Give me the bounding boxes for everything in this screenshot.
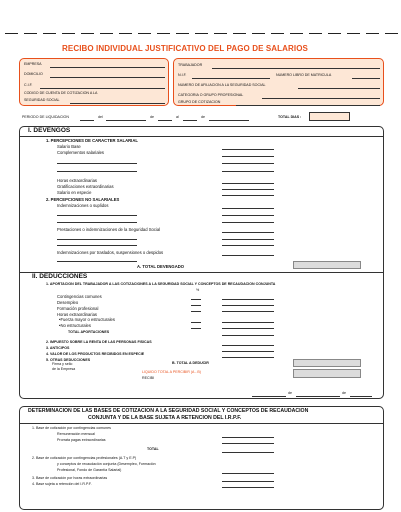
- indem-traslados-line[interactable]: [57, 261, 137, 262]
- base-1-label: 1. Base de cotización por contingencias comunes: [32, 426, 111, 430]
- ded-especie[interactable]: [222, 357, 274, 358]
- bases-heading-2: CONJUNTA Y DE LA BASE SUJETA A RETENCION DEL I.R.P.F.: [88, 415, 242, 421]
- amount-salario-especie[interactable]: [222, 195, 274, 196]
- ded-contingencias[interactable]: [222, 299, 274, 300]
- cif-field[interactable]: [40, 88, 165, 89]
- ded-anticipos[interactable]: [222, 351, 274, 352]
- fuerza-mayor-label: •Fuerza mayor o estructurales: [59, 317, 115, 322]
- cif-label: C.I.F.: [24, 83, 33, 87]
- amount-gratificaciones[interactable]: [222, 189, 274, 190]
- no-estructurales-label: •No estructurales: [59, 323, 91, 328]
- base-4-label: 4. Base sujeta a retención del I.R.P.F.: [32, 482, 92, 486]
- bases-total-label: TOTAL: [147, 447, 159, 451]
- empresa-label: EMPRESA: [24, 62, 42, 66]
- amount-indem-traslados[interactable]: [222, 255, 274, 256]
- grupo-cotizacion-label: GRUPO DE COTIZACION: [178, 100, 221, 104]
- total-deducir-label: B. TOTAL A DEDUCIR: [172, 361, 209, 365]
- contingencias-label: Contingencias comunes: [57, 294, 102, 299]
- firma-label-2: de la Empresa: [52, 367, 76, 371]
- periodo-de-1: de: [150, 115, 154, 119]
- pct-symbol: %: [196, 288, 200, 292]
- periodo-field-3[interactable]: [158, 120, 172, 121]
- categoria-field[interactable]: [262, 98, 380, 99]
- fecha-mes[interactable]: [296, 396, 340, 397]
- salario-base-label: Salario Base: [57, 144, 81, 149]
- complementos-line-2[interactable]: [57, 171, 137, 172]
- amount-complementos-3[interactable]: [222, 171, 274, 172]
- periodo-field-5[interactable]: [209, 120, 249, 121]
- deducciones-p3: 3. ANTICIPOS: [46, 346, 70, 350]
- prestaciones-label: Prestaciones o indemnizaciones de la Seguridad Social: [57, 227, 161, 232]
- ded-formacion[interactable]: [222, 311, 274, 312]
- amount-indemnizaciones-3[interactable]: [222, 222, 274, 223]
- prestaciones-line-1[interactable]: [57, 239, 137, 240]
- horas-extra-ded-label: Horas extraordinarias: [57, 312, 98, 317]
- amount-complementos-1[interactable]: [222, 156, 274, 157]
- base-3-label: 3. Base de cotización por horas extraordinarias: [32, 476, 108, 480]
- total-dias-box[interactable]: [309, 112, 350, 121]
- liquido-label: LIQUIDO TOTAL A PERCIBIR (A - B): [142, 370, 201, 374]
- amount-horas-extra[interactable]: [222, 183, 274, 184]
- codigo-cuenta-label-1: CODIGO DE CUENTA DE COTIZACION A LA: [24, 91, 98, 95]
- devengos-heading: I. DEVENGOS: [28, 127, 71, 134]
- bases-total-field[interactable]: [222, 452, 274, 453]
- pct-fuerza-mayor[interactable]: [191, 322, 201, 323]
- ded-irpf[interactable]: [222, 345, 274, 346]
- devengos-p1: 1. PERCEPCIONES DE CARACTER SALARIAL: [46, 138, 138, 143]
- empresa-field[interactable]: [50, 67, 165, 68]
- nif-field[interactable]: [192, 78, 270, 79]
- base-2b-label: y conceptos de recaudación conjunta (Desempleo, Formación: [57, 462, 156, 466]
- grupo-cotizacion-field[interactable]: [236, 105, 380, 106]
- fecha-de-2: de: [342, 391, 346, 395]
- base-4-field[interactable]: [222, 487, 274, 488]
- ded-desempleo[interactable]: [222, 305, 274, 306]
- salario-especie-label: Salario en especie: [57, 190, 92, 195]
- periodo-de-2: de: [201, 115, 205, 119]
- deducciones-p2: 2. IMPUESTO SOBRE LA RENTA DE LAS PERSONAS FISICAS: [46, 340, 152, 344]
- ded-no-estructurales[interactable]: [222, 328, 274, 329]
- base-2c-label: Profesional, Fondo de Garantía Salarial): [57, 468, 122, 472]
- ded-total-aportaciones[interactable]: [222, 335, 274, 336]
- trabajador-label: TRABAJADOR: [178, 63, 203, 67]
- domicilio-field[interactable]: [50, 77, 165, 78]
- indemnizaciones-line-2[interactable]: [57, 222, 137, 223]
- periodo-al: al: [176, 115, 179, 119]
- total-dias-label: TOTAL DIAS :: [278, 115, 302, 119]
- base-3-field[interactable]: [222, 481, 274, 482]
- periodo-field-4[interactable]: [183, 120, 197, 121]
- recibi-label: RECIBI: [142, 376, 154, 380]
- base-2-field[interactable]: [222, 473, 274, 474]
- bases-heading-1: DETERMINACION DE LAS BASES DE COTIZACION A LA SEGURIDAD SOCIAL Y CONCEPTOS DE RECAUDACION: [28, 408, 309, 414]
- numero-libro-field[interactable]: [352, 78, 380, 79]
- numero-libro-label: NUMERO LIBRO DE MATRICULA: [276, 73, 332, 77]
- formacion-label: Formación profesional: [57, 306, 99, 311]
- bases-underline: [19, 423, 384, 424]
- deducciones-heading: II. DEDUCCIONES: [32, 273, 88, 280]
- amount-prestaciones-3[interactable]: [222, 245, 274, 246]
- categoria-label: CATEGORIA O GRUPO PROFESIONAL: [178, 93, 244, 97]
- amount-salario-base[interactable]: [222, 149, 274, 150]
- complementos-line-1[interactable]: [57, 163, 137, 164]
- pct-no-estructurales[interactable]: [191, 328, 201, 329]
- horas-extra-label: Horas extraordinarias: [57, 178, 98, 183]
- amount-complementos-2[interactable]: [222, 163, 274, 164]
- desempleo-label: Desempleo: [57, 300, 79, 305]
- prorrata-field[interactable]: [222, 443, 274, 444]
- amount-indemnizaciones-2[interactable]: [222, 215, 274, 216]
- devengos-p2: 2. PERCEPCIONES NO SALARIALES: [46, 197, 120, 202]
- base-2a-label: 2. Base de cotización por contingencias profesionales (A.T y E.P): [32, 456, 137, 460]
- amount-indemnizaciones-1[interactable]: [222, 208, 274, 209]
- codigo-cuenta-label-2: SEGURIDAD SOCIAL: [24, 98, 60, 102]
- total-deducir-box[interactable]: [293, 359, 361, 367]
- ded-fuerza-mayor[interactable]: [222, 322, 274, 323]
- periodo-del: del: [98, 115, 103, 119]
- indemnizaciones-line-1[interactable]: [57, 215, 137, 216]
- total-devengado-box[interactable]: [293, 261, 361, 269]
- pct-contingencias[interactable]: [191, 299, 201, 300]
- total-aportaciones-label: TOTAL APORTACIONES: [68, 330, 110, 334]
- deducciones-p1: 1. APORTACION DEL TRABAJADOR A LAS COTIZACIONES A LA SEGURIDAD SOCIAL Y CONCEPTOS DE RECAUDACION CONJUNTA: [46, 282, 276, 286]
- amount-prestaciones-2[interactable]: [222, 239, 274, 240]
- codigo-cuenta-field[interactable]: [70, 103, 165, 104]
- amount-prestaciones-1[interactable]: [222, 232, 274, 233]
- prorrata-label: Prorrata pagas extraordinarias: [57, 438, 106, 442]
- fecha-anio[interactable]: [350, 396, 372, 397]
- firma-label-1: Firma y sello: [52, 362, 73, 366]
- trabajador-field[interactable]: [212, 68, 380, 69]
- periodo-field-2[interactable]: [106, 120, 146, 121]
- pct-formacion[interactable]: [191, 311, 201, 312]
- liquido-box[interactable]: [293, 369, 361, 378]
- deducciones-p5: 5. OTRAS DEDUCCIONES: [46, 358, 91, 362]
- periodo-field-1[interactable]: [80, 120, 94, 121]
- afiliacion-field[interactable]: [298, 88, 380, 89]
- gratificaciones-label: Gratificaciones extraordinarias: [57, 184, 114, 189]
- prestaciones-line-2[interactable]: [57, 245, 137, 246]
- devengos-underline: [19, 136, 384, 137]
- indemnizaciones-label: Indemnizaciones o suplidos: [57, 203, 109, 208]
- pct-desempleo[interactable]: [191, 305, 201, 306]
- fecha-de-1: de: [288, 391, 292, 395]
- remuneracion-field[interactable]: [222, 437, 274, 438]
- document-title: RECIBO INDIVIDUAL JUSTIFICATIVO DEL PAGO DE SALARIOS: [62, 44, 308, 53]
- deducciones-p4: 4. VALOR DE LOS PRODUCTOS RECIBIDOS EN ESPECIE: [46, 352, 145, 356]
- periodo-label: PERIODO DE LIQUIDACION: [22, 115, 69, 119]
- remuneracion-label: Remuneración mensual: [57, 432, 95, 436]
- afiliacion-label: NUMERO DE AFILIACION A LA SEGURIDAD SOCIAL: [178, 83, 266, 87]
- fecha-dia[interactable]: [252, 396, 286, 397]
- domicilio-label: DOMICILIO: [24, 72, 43, 76]
- indem-traslados-label: Indemnizaciones por traslados, suspensiones o despidos: [57, 250, 164, 255]
- total-devengado-label: A. TOTAL DEVENGADO: [137, 264, 184, 269]
- nif-label: N.I.F.: [178, 73, 187, 77]
- complementos-label: Complementos salariales: [57, 150, 105, 155]
